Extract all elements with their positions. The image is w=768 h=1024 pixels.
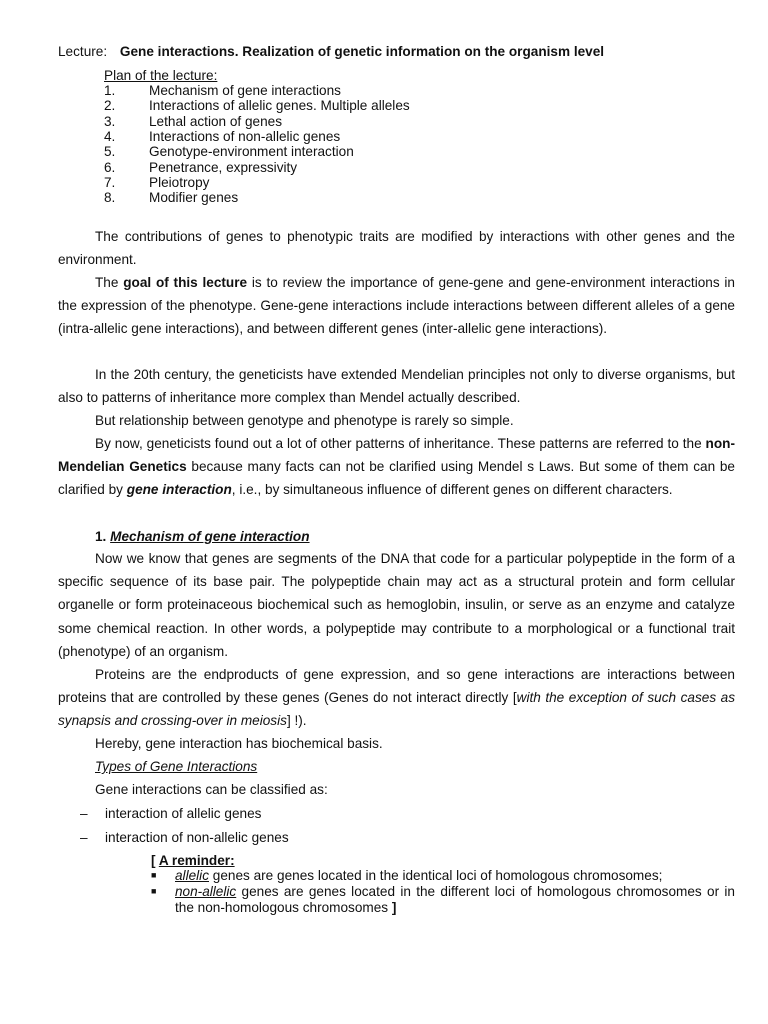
- text-run: Proteins are the endproducts of gene expression, and so gene interactions are interactions between proteins that are controlled by these genes (Genes do not interact directly [: [58, 667, 735, 706]
- text-run: The: [95, 275, 124, 290]
- reminder-label: A reminder:: [158, 853, 235, 868]
- lecture-label: Lecture:: [58, 44, 108, 59]
- plan-item-num: 1.: [104, 83, 116, 98]
- lecture-header: [58, 44, 604, 60]
- section-1-paragraph-2: [58, 663, 735, 733]
- types-heading: Types of Gene Interactions: [95, 759, 258, 774]
- plan-item-num: 6.: [104, 160, 116, 175]
- plan-item-num: 3.: [104, 114, 116, 129]
- intro-paragraph-1: The contributions of genes to phenotypic traits are modified by interactions with other genes and the environment.: [58, 229, 735, 268]
- plan-item-text: Mechanism of gene interactions: [149, 83, 341, 98]
- text-run: ] !).: [286, 713, 307, 729]
- section-1-heading: [95, 529, 310, 545]
- square-bullet-icon: ■: [151, 870, 157, 880]
- reminder-item-1: [175, 868, 735, 884]
- plan-heading: Plan of the lecture:: [104, 68, 218, 83]
- plan-item-num: 4.: [104, 129, 116, 144]
- section-number: 1.: [95, 529, 107, 544]
- section-1-paragraph-1: Now we know that genes are segments of the DNA that code for a particular polypeptide in the form of a specific sequence of its base pair. The polypeptide chain may act as a structural protein and form cellular organelle or form proteinaceous biochemical such as hemoglobin, insulin, or serve as an enzyme and catalyze some chemical reaction. In other words, a polypeptide may contribute to a morphological or a functional trait (phenotype) of an organism.: [58, 551, 735, 659]
- plan-item-text: Genotype-environment interaction: [149, 144, 354, 159]
- section-title: Mechanism of gene interaction: [110, 529, 310, 544]
- goal-emphasis: goal of this lecture: [123, 275, 248, 290]
- plan-item-num: 2.: [104, 98, 116, 113]
- text-run: because many facts can not be clarified using Mendel s Laws. But some of them can be clarified by: [58, 459, 735, 498]
- plan-item-text: Interactions of non-allelic genes: [149, 129, 341, 144]
- plan-item-num: 8.: [104, 190, 116, 205]
- text-run: , i.e., by simultaneous influence of different genes on different characters.: [231, 482, 673, 498]
- reminder-close-bracket: ]: [391, 899, 397, 915]
- non-mendelian-emphasis: non-Mendelian Genetics: [58, 436, 735, 475]
- plan-item-text: Pleiotropy: [149, 175, 210, 190]
- intro-paragraph-4: But relationship between genotype and phenotype is rarely so simple.: [95, 413, 514, 428]
- reminder-item-2: [175, 884, 735, 915]
- classification-intro: Gene interactions can be classified as:: [95, 782, 328, 797]
- intro-paragraph-3: In the 20th century, the geneticists have extended Mendelian principles not only to diverse organisms, but also to patterns of inheritance more complex than Mendel actually described.: [58, 367, 735, 406]
- section-1-paragraph-3: Hereby, gene interaction has biochemical basis.: [95, 736, 383, 751]
- reminder-open-bracket: [: [151, 853, 159, 868]
- plan-item-num: 5.: [104, 144, 116, 159]
- dash-item: interaction of non-allelic genes: [105, 830, 289, 845]
- text-run: genes are genes located in the identical loci of homologous chromosomes;: [209, 868, 663, 883]
- square-bullet-icon: ■: [151, 886, 157, 896]
- dash-bullet: –: [80, 806, 88, 821]
- intro-paragraph-2: [58, 271, 735, 341]
- term-allelic: allelic: [175, 868, 209, 883]
- dash-item: interaction of allelic genes: [105, 806, 262, 821]
- dash-bullet: –: [80, 830, 88, 845]
- text-run: genes are genes located in the different loci of homologous chromosomes or in the non-homologous chromosomes: [175, 884, 735, 915]
- plan-item-text: Penetrance, expressivity: [149, 160, 298, 175]
- text-run: is to review the importance of gene-gene and gene-environment interactions in the expression of the phenotype. Gene-gene interactions include interactions between different alleles of a gene (intra-allelic gene interactions), and between different genes (inter-allelic gene interactions).: [58, 275, 735, 337]
- plan-item-text: Lethal action of genes: [149, 114, 283, 129]
- plan-item-text: Modifier genes: [149, 190, 239, 205]
- lecture-title: Gene interactions. Realization of genetic information on the organism level: [119, 44, 605, 59]
- reminder-heading: [151, 853, 235, 869]
- exception-note: with the exception of such cases as synapsis and crossing-over in meiosis: [58, 690, 735, 729]
- plan-item-text: Interactions of allelic genes. Multiple alleles: [149, 98, 410, 113]
- plan-item-num: 7.: [104, 175, 116, 190]
- gene-interaction-emphasis: gene interaction: [126, 482, 232, 498]
- text-run: By now, geneticists found out a lot of other patterns of inheritance. These patterns are referred to the: [95, 436, 706, 451]
- intro-paragraph-5: [58, 432, 735, 502]
- term-non-allelic: non-allelic: [175, 884, 237, 899]
